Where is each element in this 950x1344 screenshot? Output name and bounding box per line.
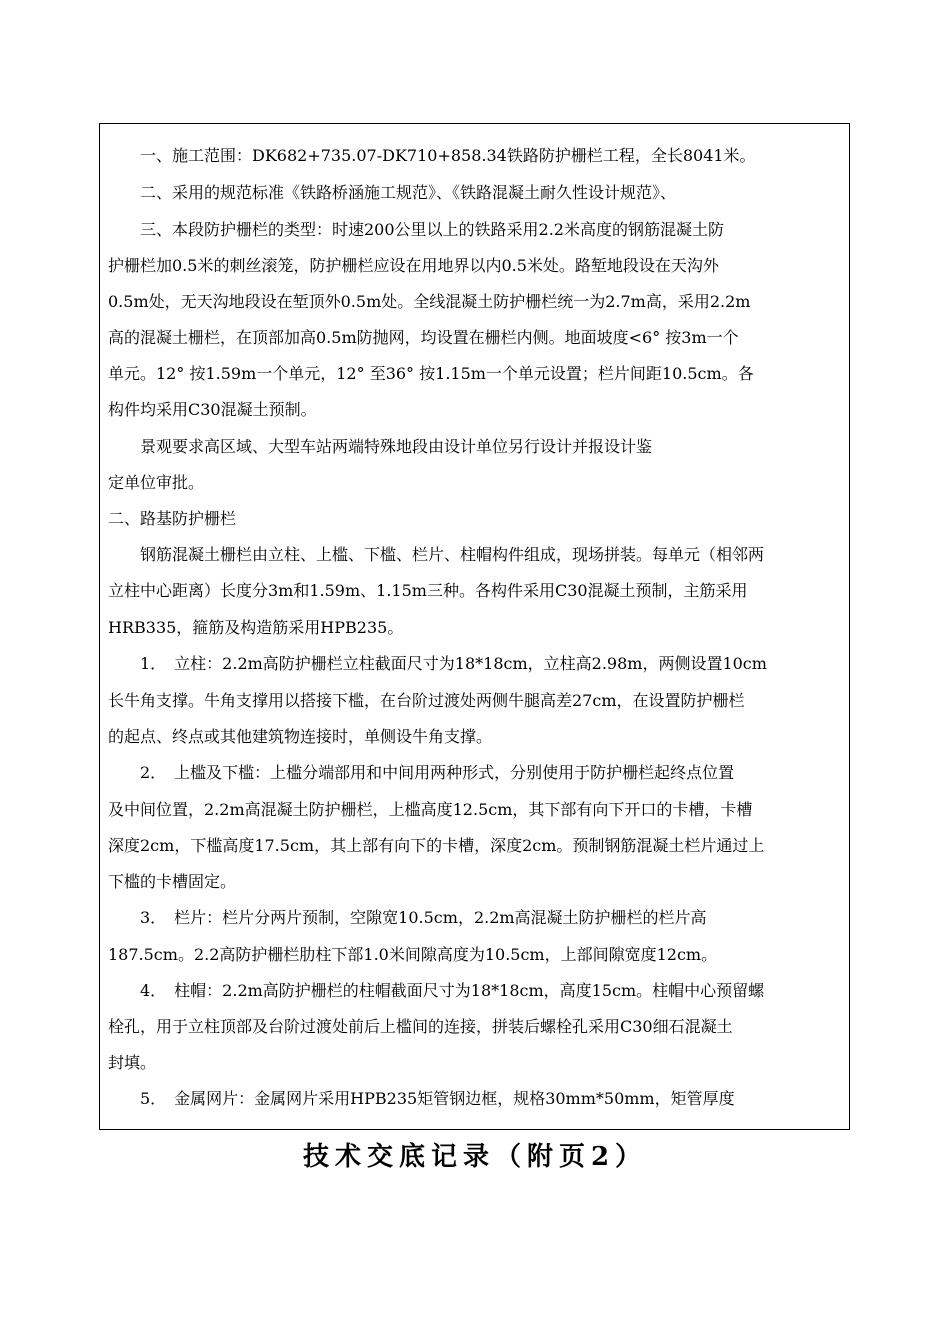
text-line: 三、本段防护栅栏的类型：时速200公里以上的铁路采用2.2米高度的钢筋混凝土防	[108, 220, 724, 239]
text-line: 2． 上槛及下槛：上槛分端部用和中间用两种形式，分别使用于防护栅栏起终点位置	[108, 763, 735, 782]
text-line: 二、采用的规范标准《铁路桥涵施工规范》、《铁路混凝土耐久性设计规范》、	[108, 183, 677, 202]
text-line: 5． 金属网片：金属网片采用HPB235矩管钢边框，规格30mm*50mm，矩管厚度	[108, 1089, 735, 1108]
text-line: 栓孔，用于立柱顶部及台阶过渡处前后上槛间的连接，拼装后螺栓孔采用C30细石混凝土	[108, 1017, 733, 1036]
text-line: 深度2cm，下槛高度17.5cm，其上部有向下的卡槽，深度2cm。预制钢筋混凝土栏片通过上	[108, 836, 765, 855]
text-line: 及中间位置，2.2m高混凝土防护栅栏，上槛高度12.5cm，其下部有向下开口的卡槽，卡槽	[108, 800, 753, 819]
text-line: 护栅栏加0.5米的刺丝滚笼，防护栅栏应设在用地界以内0.5米处。路堑地段设在天沟外	[108, 256, 719, 275]
text-line: 景观要求高区域、大型车站两端特殊地段由设计单位另行设计并报设计鉴	[108, 437, 653, 456]
text-line: 下槛的卡槽固定。	[108, 872, 237, 891]
text-line: 立柱中心距离）长度分3m和1.59m、1.15m三种。各构件采用C30混凝土预制，主筋采用	[108, 581, 748, 600]
text-line: 0.5m处，无天沟地段设在堑顶外0.5m处。全线混凝土防护栅栏统一为2.7m高，采用2.2m	[108, 292, 751, 311]
text-line: 定单位审批。	[108, 473, 205, 492]
text-line: 单元。12° 按1.59m一个单元，12° 至36° 按1.15m一个单元设置；栏片间距10.5cm。各	[108, 364, 754, 383]
text-line: 一、施工范围：DK682+735.07-DK710+858.34铁路防护栅栏工程，全长8041米。	[108, 146, 756, 165]
text-line: HRB335，箍筋及构造筋采用HPB235。	[108, 618, 404, 637]
text-line: 钢筋混凝土栅栏由立柱、上槛、下槛、栏片、柱帽构件组成，现场拼装。每单元（相邻两	[108, 545, 765, 564]
text-line: 的起点、终点或其他建筑物连接时，单侧设牛角支撑。	[108, 727, 493, 746]
text-line: 3． 栏片：栏片分两片预制，空隙宽10.5cm，2.2m高混凝土防护栅栏的栏片高	[108, 908, 707, 927]
text-line: 封填。	[108, 1053, 157, 1072]
text-line: 长牛角支撑。牛角支撑用以搭接下槛，在台阶过渡处两侧牛腿高差27cm，在设置防护栅栏	[108, 691, 745, 710]
text-line: 高的混凝土栅栏，在顶部加高0.5m防抛网，均设置在栅栏内侧。地面坡度<6° 按3m一个	[108, 328, 739, 347]
text-line: 构件均采用C30混凝土预制。	[108, 400, 317, 419]
text-line: 187.5cm。2.2高防护栅栏肋柱下部1.0米间隙高度为10.5cm，上部间隙宽度12cm。	[108, 945, 718, 964]
page-title: 技术交底记录（附页2）	[302, 1142, 648, 1172]
text-line: 二、路基防护栅栏	[108, 509, 237, 528]
text-line: 1． 立柱：2.2m高防护栅栏立柱截面尺寸为18*18cm，立柱高2.98m，两侧设置10cm	[108, 654, 767, 673]
text-line: 4． 柱帽：2.2m高防护栅栏的柱帽截面尺寸为18*18cm，高度15cm。柱帽中心预留螺	[108, 981, 765, 1000]
